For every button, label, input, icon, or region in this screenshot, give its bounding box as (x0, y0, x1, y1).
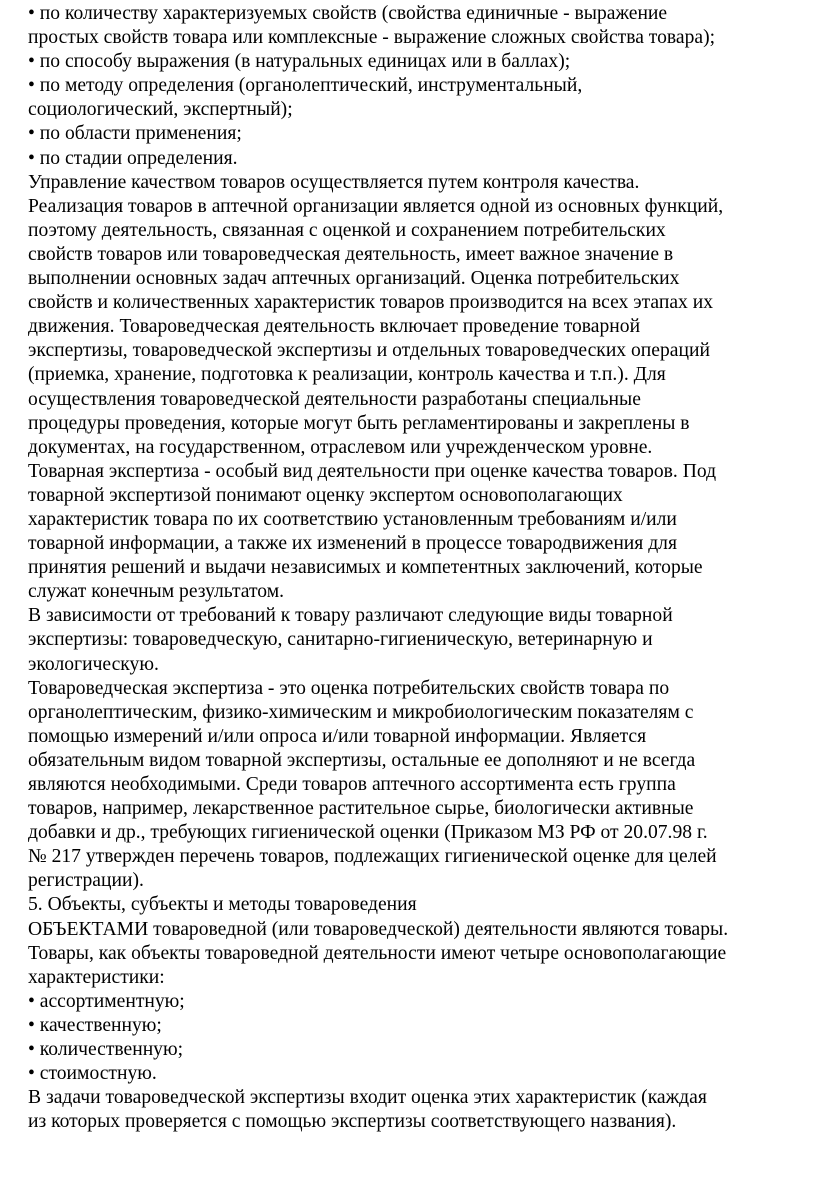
text-line: служат конечным результатом. (28, 581, 284, 603)
text-line: регистрации). (28, 870, 144, 892)
text-line: характеристики: (28, 966, 165, 988)
text-line: Товары, как объекты товароведной деятельности имеют четыре основополагающие (28, 942, 727, 964)
text-line: • по методу определения (органолептический, инструментальный, (28, 75, 583, 97)
text-line: экспертизы: товароведческую, санитарно-гигиеническую, ветеринарную и (28, 629, 653, 651)
text-line: экологическую. (28, 653, 159, 675)
text-line: В задачи товароведческой экспертизы входит оценка этих характеристик (каждая (28, 1087, 707, 1109)
text-line: • качественную; (28, 1014, 162, 1036)
text-line: Реализация товаров в аптечной организации является одной из основных функций, (28, 195, 724, 217)
text-line: осуществления товароведческой деятельности разработаны специальные (28, 388, 641, 410)
text-line: обязательным видом товарной экспертизы, остальные ее дополняют и не всегда (28, 749, 696, 771)
text-line: добавки и др., требующих гигиенической оценки (Приказом МЗ РФ от 20.07.98 г. (28, 822, 708, 844)
text-line: • по стадии определения. (28, 147, 238, 169)
text-line: товарной информации, а также их изменений в процессе товародвижения для (28, 533, 677, 555)
text-line: свойств и количественных характеристик товаров производится на всех этапах их (28, 292, 714, 314)
text-line: • ассортиментную; (28, 990, 185, 1012)
text-line: Товарная экспертиза - особый вид деятельности при оценке качества товаров. Под (28, 460, 717, 482)
text-line: ОБЪЕКТАМИ товароведной (или товароведческой) деятельности являются товары. (28, 918, 729, 940)
text-line: помощью измерений и/или опроса и/или товарной информации. Является (28, 725, 647, 747)
text-line: В зависимости от требований к товару различают следующие виды товарной (28, 605, 673, 627)
text-line: товарной экспертизой понимают оценку экспертом основополагающих (28, 484, 623, 506)
text-line: 5. Объекты, субъекты и методы товароведения (28, 894, 417, 916)
text-line: свойств товаров или товароведческая деятельность, имеет важное значение в (28, 243, 674, 265)
text-line: принятия решений и выдачи независимых и компетентных заключений, которые (28, 557, 703, 579)
text-line: из которых проверяется с помощью экспертизы соответствующего названия). (28, 1111, 677, 1133)
text-line: поэтому деятельность, связанная с оценкой и сохранением потребительских (28, 219, 666, 241)
text-line: • количественную; (28, 1039, 184, 1061)
text-line: простых свойств товара или комплексные - выражение сложных свойства товара); (28, 27, 716, 49)
text-line: • стоимостную. (28, 1063, 157, 1085)
text-line: товаров, например, лекарственное растительное сырье, биологически активные (28, 798, 694, 820)
text-line: • по способу выражения (в натуральных единицах или в баллах); (28, 51, 571, 73)
text-line: экспертизы, товароведческой экспертизы и отдельных товароведческих операций (28, 340, 710, 362)
text-line: органолептическим, физико-химическим и микробиологическим показателям с (28, 701, 694, 723)
text-line: (приемка, хранение, подготовка к реализации, контроль качества и т.п.). Для (28, 364, 666, 386)
text-line: документах, на государственном, отраслевом или учрежденческом уровне. (28, 436, 653, 458)
text-line: являются необходимыми. Среди товаров аптечного ассортимента есть группа (28, 774, 676, 795)
text-line: движения. Товароведческая деятельность включает проведение товарной (28, 316, 641, 338)
text-line: выполнении основных задач аптечных организаций. Оценка потребительских (28, 268, 680, 290)
text-line: процедуры проведения, которые могут быть регламентированы и закреплены в (28, 412, 690, 434)
text-line: характеристик товара по их соответствию установленным требованиям и/или (28, 508, 677, 530)
text-line: Товароведческая экспертиза - это оценка потребительских свойств товара по (28, 677, 670, 699)
text-line: социологический, экспертный); (28, 99, 293, 121)
text-line: Управление качеством товаров осуществляется путем контроля качества. (28, 171, 640, 193)
text-line: • по области применения; (28, 123, 242, 145)
text-line: • по количеству характеризуемых свойств (свойства единичные - выражение (28, 3, 668, 24)
text-line: № 217 утвержден перечень товаров, подлежащих гигиенической оценке для целей (28, 846, 717, 868)
